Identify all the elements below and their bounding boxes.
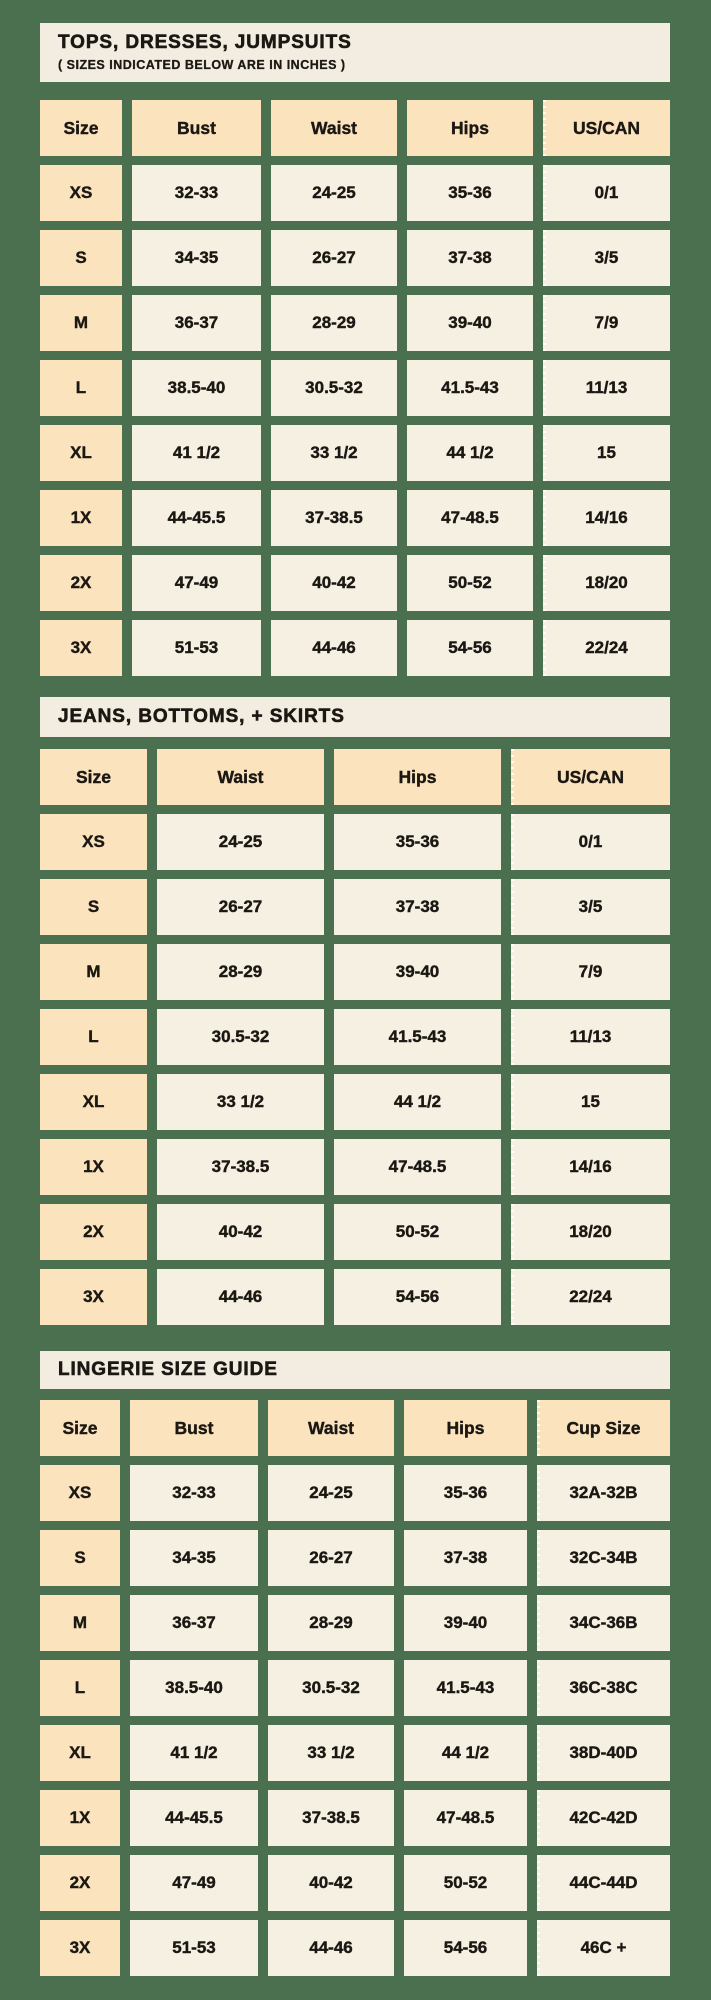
size-label-cell: L xyxy=(40,1009,147,1065)
size-label-cell: XS xyxy=(40,1465,120,1521)
size-label-cell: L xyxy=(40,360,122,416)
value-cell: 36-37 xyxy=(130,1595,258,1651)
size-label-cell: 2X xyxy=(40,1855,120,1911)
value-cell: 30.5-32 xyxy=(268,1660,394,1716)
size-label-cell: S xyxy=(40,1530,120,1586)
size-label-cell: S xyxy=(40,879,147,935)
value-cell: 47-48.5 xyxy=(404,1790,527,1846)
value-cell: 18/20 xyxy=(511,1204,670,1260)
table-row xyxy=(40,1790,670,1846)
value-cell: 39-40 xyxy=(334,944,501,1000)
size-label-cell: 3X xyxy=(40,620,122,676)
value-cell: 22/24 xyxy=(511,1269,670,1325)
size-label-cell: M xyxy=(40,1595,120,1651)
value-cell: 37-38 xyxy=(404,1530,527,1586)
value-cell: 50-52 xyxy=(407,555,533,611)
value-cell: 44-46 xyxy=(271,620,397,676)
value-cell: 0/1 xyxy=(543,165,670,221)
value-cell: 44 1/2 xyxy=(407,425,533,481)
value-cell: 44-46 xyxy=(268,1920,394,1976)
value-cell: 34-35 xyxy=(132,230,261,286)
size-table xyxy=(40,100,670,676)
column-header-cell: Size xyxy=(40,749,147,805)
table-row xyxy=(40,490,670,546)
value-cell: 11/13 xyxy=(543,360,670,416)
table-row xyxy=(40,425,670,481)
size-label-cell: XS xyxy=(40,814,147,870)
value-cell: 39-40 xyxy=(404,1595,527,1651)
value-cell: 39-40 xyxy=(407,295,533,351)
size-label-cell: L xyxy=(40,1660,120,1716)
column-header-cell: Waist xyxy=(157,749,324,805)
value-cell: 22/24 xyxy=(543,620,670,676)
column-header-cell: Bust xyxy=(130,1400,258,1456)
value-cell: 24-25 xyxy=(268,1465,394,1521)
value-cell: 38D-40D xyxy=(537,1725,670,1781)
column-header-cell: Cup Size xyxy=(537,1400,670,1456)
value-cell: 47-48.5 xyxy=(334,1139,501,1195)
value-cell: 30.5-32 xyxy=(157,1009,324,1065)
section-title-bar xyxy=(40,23,670,82)
size-label-cell: S xyxy=(40,230,122,286)
table-row xyxy=(40,1530,670,1586)
value-cell: 47-49 xyxy=(132,555,261,611)
header-row xyxy=(40,749,670,805)
value-cell: 37-38.5 xyxy=(271,490,397,546)
table-row xyxy=(40,1009,670,1065)
value-cell: 47-49 xyxy=(130,1855,258,1911)
column-header-cell: Hips xyxy=(407,100,533,156)
size-label-cell: XL xyxy=(40,1074,147,1130)
value-cell: 36C-38C xyxy=(537,1660,670,1716)
value-cell: 50-52 xyxy=(334,1204,501,1260)
size-label-cell: 1X xyxy=(40,490,122,546)
value-cell: 37-38.5 xyxy=(268,1790,394,1846)
value-cell: 44C-44D xyxy=(537,1855,670,1911)
column-header-cell: Hips xyxy=(404,1400,527,1456)
value-cell: 41.5-43 xyxy=(407,360,533,416)
value-cell: 44-45.5 xyxy=(132,490,261,546)
value-cell: 44 1/2 xyxy=(334,1074,501,1130)
value-cell: 54-56 xyxy=(404,1920,527,1976)
value-cell: 32C-34B xyxy=(537,1530,670,1586)
table-row xyxy=(40,1204,670,1260)
table-row xyxy=(40,1920,670,1976)
table-row xyxy=(40,1855,670,1911)
value-cell: 33 1/2 xyxy=(268,1725,394,1781)
section-title: LINGERIE SIZE GUIDE xyxy=(58,1358,278,1380)
table-row xyxy=(40,944,670,1000)
value-cell: 36-37 xyxy=(132,295,261,351)
value-cell: 26-27 xyxy=(157,879,324,935)
value-cell: 37-38 xyxy=(407,230,533,286)
value-cell: 41 1/2 xyxy=(132,425,261,481)
size-label-cell: 1X xyxy=(40,1139,147,1195)
table-row xyxy=(40,230,670,286)
value-cell: 44 1/2 xyxy=(404,1725,527,1781)
column-header-cell: Waist xyxy=(271,100,397,156)
size-label-cell: 1X xyxy=(40,1790,120,1846)
value-cell: 46C + xyxy=(537,1920,670,1976)
value-cell: 30.5-32 xyxy=(271,360,397,416)
size-label-cell: M xyxy=(40,295,122,351)
value-cell: 37-38 xyxy=(334,879,501,935)
value-cell: 33 1/2 xyxy=(157,1074,324,1130)
value-cell: 44-45.5 xyxy=(130,1790,258,1846)
size-guide-section xyxy=(40,1351,670,1976)
value-cell: 54-56 xyxy=(407,620,533,676)
value-cell: 50-52 xyxy=(404,1855,527,1911)
value-cell: 40-42 xyxy=(268,1855,394,1911)
table-row xyxy=(40,555,670,611)
value-cell: 32-33 xyxy=(132,165,261,221)
value-cell: 15 xyxy=(511,1074,670,1130)
column-header-cell: Hips xyxy=(334,749,501,805)
value-cell: 14/16 xyxy=(543,490,670,546)
value-cell: 37-38.5 xyxy=(157,1139,324,1195)
size-label-cell: XL xyxy=(40,1725,120,1781)
size-label-cell: 2X xyxy=(40,555,122,611)
value-cell: 38.5-40 xyxy=(130,1660,258,1716)
section-title: JEANS, BOTTOMS, + SKIRTS xyxy=(58,705,345,727)
table-row xyxy=(40,879,670,935)
value-cell: 41.5-43 xyxy=(404,1660,527,1716)
value-cell: 44-46 xyxy=(157,1269,324,1325)
value-cell: 51-53 xyxy=(132,620,261,676)
value-cell: 54-56 xyxy=(334,1269,501,1325)
value-cell: 35-36 xyxy=(404,1465,527,1521)
value-cell: 3/5 xyxy=(543,230,670,286)
value-cell: 7/9 xyxy=(511,944,670,1000)
column-header-cell: Waist xyxy=(268,1400,394,1456)
value-cell: 14/16 xyxy=(511,1139,670,1195)
size-label-cell: 2X xyxy=(40,1204,147,1260)
value-cell: 24-25 xyxy=(271,165,397,221)
table-row xyxy=(40,620,670,676)
value-cell: 3/5 xyxy=(511,879,670,935)
table-row xyxy=(40,1465,670,1521)
value-cell: 26-27 xyxy=(271,230,397,286)
value-cell: 34-35 xyxy=(130,1530,258,1586)
section-subtitle: ( SIZES INDICATED BELOW ARE IN INCHES ) xyxy=(58,57,346,72)
value-cell: 51-53 xyxy=(130,1920,258,1976)
value-cell: 18/20 xyxy=(543,555,670,611)
value-cell: 38.5-40 xyxy=(132,360,261,416)
column-header-cell: US/CAN xyxy=(511,749,670,805)
size-guide-section xyxy=(40,23,670,676)
value-cell: 26-27 xyxy=(268,1530,394,1586)
table-row xyxy=(40,165,670,221)
table-row xyxy=(40,295,670,351)
value-cell: 47-48.5 xyxy=(407,490,533,546)
value-cell: 15 xyxy=(543,425,670,481)
value-cell: 32A-32B xyxy=(537,1465,670,1521)
value-cell: 35-36 xyxy=(334,814,501,870)
value-cell: 40-42 xyxy=(157,1204,324,1260)
column-header-cell: Size xyxy=(40,100,122,156)
table-row xyxy=(40,1595,670,1651)
column-header-cell: Bust xyxy=(132,100,261,156)
value-cell: 33 1/2 xyxy=(271,425,397,481)
table-row xyxy=(40,1269,670,1325)
value-cell: 28-29 xyxy=(268,1595,394,1651)
size-guide-section xyxy=(40,697,670,1325)
column-header-cell: US/CAN xyxy=(543,100,670,156)
section-title: TOPS, DRESSES, JUMPSUITS xyxy=(58,32,352,54)
table-row xyxy=(40,360,670,416)
value-cell: 24-25 xyxy=(157,814,324,870)
table-row xyxy=(40,1725,670,1781)
column-header-cell: Size xyxy=(40,1400,120,1456)
table-row xyxy=(40,1660,670,1716)
section-title-bar xyxy=(40,1351,670,1389)
value-cell: 35-36 xyxy=(407,165,533,221)
size-label-cell: 3X xyxy=(40,1269,147,1325)
size-table xyxy=(40,1400,670,1976)
value-cell: 0/1 xyxy=(511,814,670,870)
value-cell: 41 1/2 xyxy=(130,1725,258,1781)
value-cell: 7/9 xyxy=(543,295,670,351)
size-label-cell: XS xyxy=(40,165,122,221)
size-table xyxy=(40,749,670,1325)
size-label-cell: 3X xyxy=(40,1920,120,1976)
size-label-cell: XL xyxy=(40,425,122,481)
table-row xyxy=(40,1074,670,1130)
table-row xyxy=(40,1139,670,1195)
value-cell: 40-42 xyxy=(271,555,397,611)
value-cell: 32-33 xyxy=(130,1465,258,1521)
size-label-cell: M xyxy=(40,944,147,1000)
value-cell: 41.5-43 xyxy=(334,1009,501,1065)
header-row xyxy=(40,100,670,156)
header-row xyxy=(40,1400,670,1456)
table-row xyxy=(40,814,670,870)
section-title-bar xyxy=(40,697,670,737)
value-cell: 28-29 xyxy=(157,944,324,1000)
value-cell: 28-29 xyxy=(271,295,397,351)
value-cell: 11/13 xyxy=(511,1009,670,1065)
value-cell: 42C-42D xyxy=(537,1790,670,1846)
value-cell: 34C-36B xyxy=(537,1595,670,1651)
